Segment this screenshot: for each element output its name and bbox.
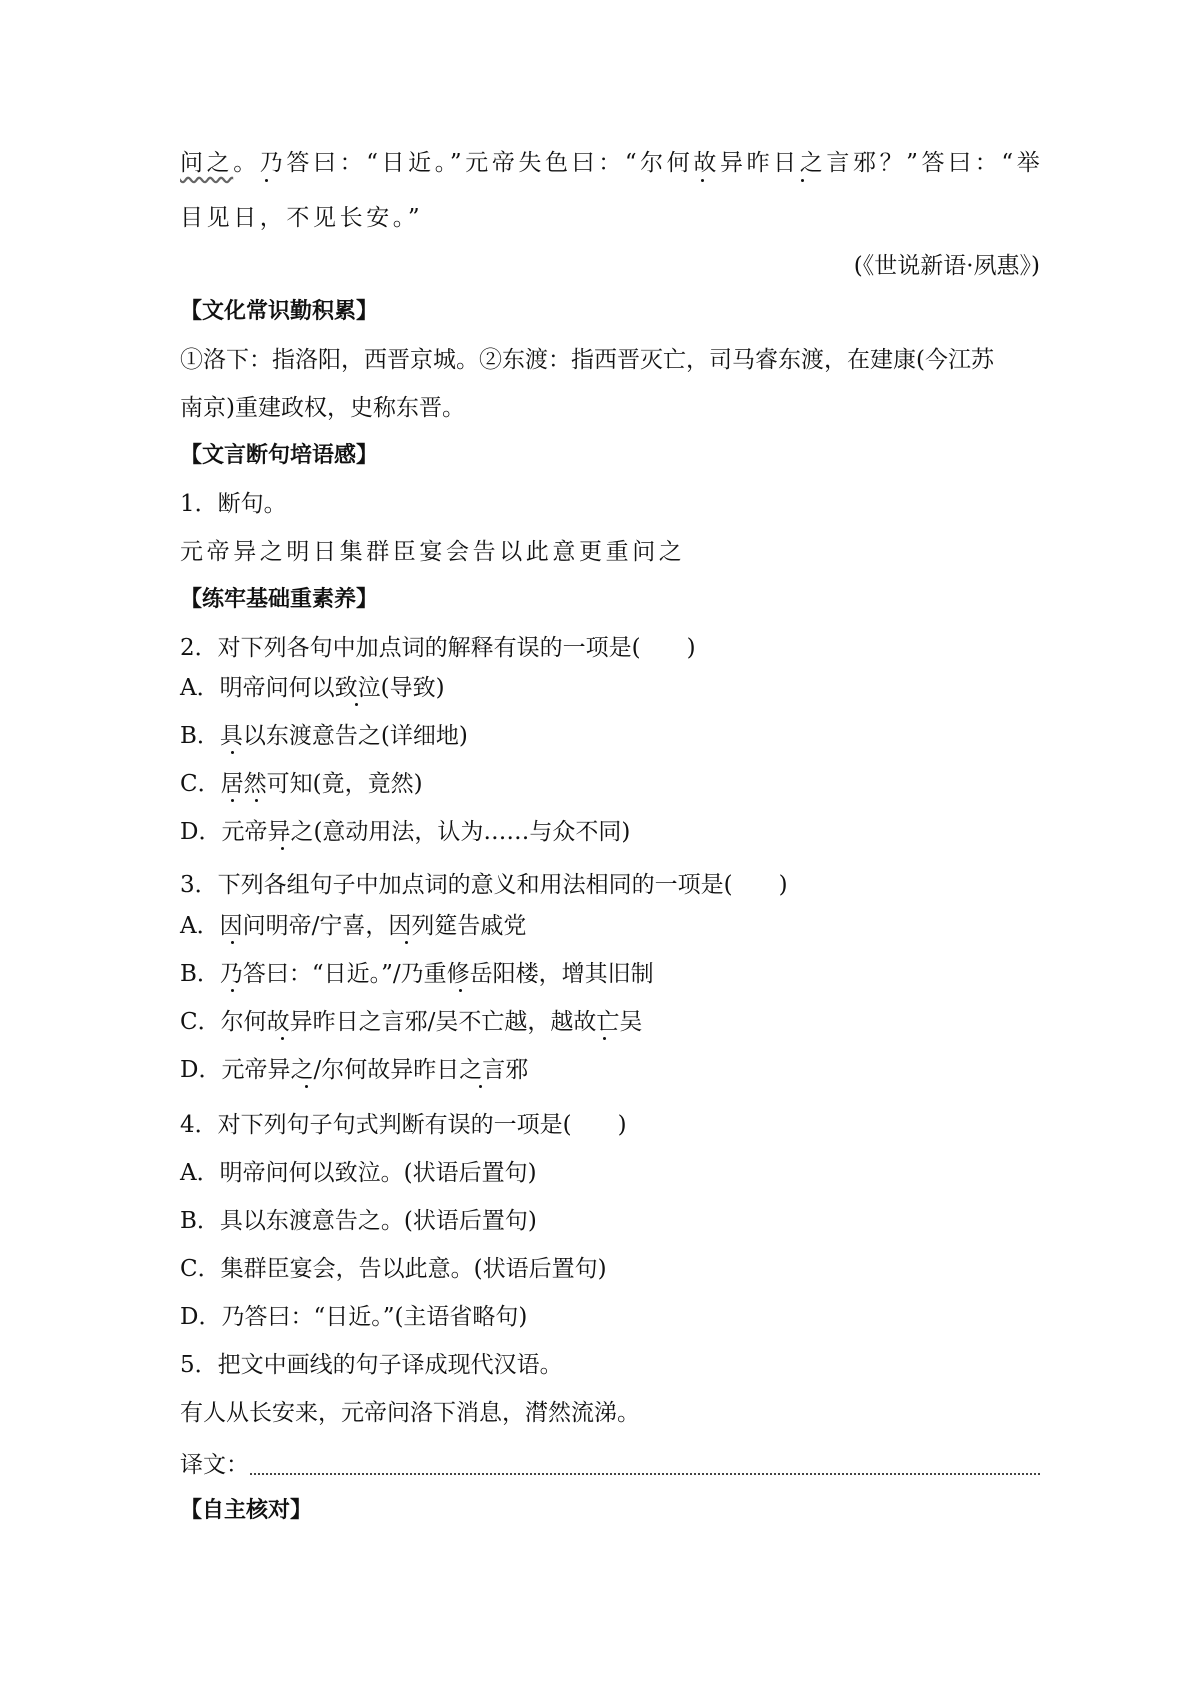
question-2-option-b: B．具以东渡意告之(详细地) xyxy=(180,723,468,749)
translation-sentence: 有人从长安来，元帝问洛下消息，潸然流涕。 xyxy=(180,1400,640,1426)
emphasis-dot xyxy=(281,847,284,850)
section-heading-punctuation: 【文言断句培语感】 xyxy=(180,443,379,468)
question-3-option-a: A．因问明帝/宁喜，因列筵告戚党 xyxy=(180,913,527,939)
underlined-phrase: 问之 xyxy=(180,150,234,176)
question-1-stem: 1．断句。 xyxy=(180,491,287,517)
emphasis-dot xyxy=(231,799,234,802)
emphasis-dot xyxy=(305,1085,308,1088)
question-3-option-b: B．乃答曰：“日近。”/乃重修岳阳楼，增其旧制 xyxy=(180,961,654,987)
culture-line-2: 南京)重建政权，史称东晋。 xyxy=(180,395,465,421)
emphasis-dot xyxy=(355,703,358,706)
passage-line-2: 目见日，不见长安。” xyxy=(180,205,424,231)
emphasis-dot xyxy=(459,989,462,992)
emphasis-dot xyxy=(603,1037,606,1040)
emphasis-dot xyxy=(265,179,268,182)
question-2-option-a: A．明帝问何以致泣(导致) xyxy=(180,675,445,701)
section-heading-culture: 【文化常识勤积累】 xyxy=(180,299,379,324)
emphasis-dot xyxy=(281,1037,284,1040)
question-2-option-d: D．元帝异之(意动用法，认为……与众不同) xyxy=(180,819,631,845)
passage-line-1-text: 。乃答曰：“日近。”元帝失色曰：“尔何故异昨日之言邪？”答曰：“举 xyxy=(233,150,1044,176)
emphasis-dot xyxy=(479,1085,482,1088)
question-2-stem: 2．对下列各句中加点词的解释有误的一项是( ) xyxy=(180,635,696,661)
question-2-option-c: C．居然可知(竟，竟然) xyxy=(180,771,423,797)
emphasis-dot xyxy=(801,179,804,182)
emphasis-dot xyxy=(405,941,408,944)
question-3-option-c: C．尔何故异昨日之言邪/吴不亡越，越故亡吴 xyxy=(180,1009,643,1035)
punctuation-text: 元帝异之明日集群臣宴会告以此意更重问之 xyxy=(180,539,686,565)
culture-line-1: ①洛下：指洛阳，西晋京城。②东渡：指西晋灭亡，司马睿东渡，在建康(今江苏 xyxy=(180,347,994,373)
emphasis-dot xyxy=(231,751,234,754)
question-4-option-d: D．乃答曰：“日近。”(主语省略句) xyxy=(180,1304,528,1330)
answer-line[interactable] xyxy=(250,1473,1040,1475)
question-5-stem: 5．把文中画线的句子译成现代汉语。 xyxy=(180,1352,563,1378)
passage-line-1 xyxy=(180,148,1044,178)
question-4-option-b: B．具以东渡意告之。(状语后置句) xyxy=(180,1208,537,1234)
passage-source: (《世说新语·夙惠》) xyxy=(853,253,1040,279)
emphasis-dot xyxy=(231,941,234,944)
section-heading-check: 【自主核对】 xyxy=(180,1498,313,1523)
section-heading-basics: 【练牢基础重素养】 xyxy=(180,587,379,612)
answer-label: 译文： xyxy=(180,1452,249,1478)
question-4-option-c: C．集群臣宴会，告以此意。(状语后置句) xyxy=(180,1256,607,1282)
question-4-option-a: A．明帝问何以致泣。(状语后置句) xyxy=(180,1160,537,1186)
emphasis-dot xyxy=(701,179,704,182)
question-3-option-d: D．元帝异之/尔何故异昨日之言邪 xyxy=(180,1057,529,1083)
question-3-stem: 3．下列各组句子中加点词的意义和用法相同的一项是( ) xyxy=(180,872,788,898)
question-4-stem: 4．对下列句子句式判断有误的一项是( ) xyxy=(180,1112,627,1138)
emphasis-dot xyxy=(255,799,258,802)
emphasis-dot xyxy=(231,989,234,992)
